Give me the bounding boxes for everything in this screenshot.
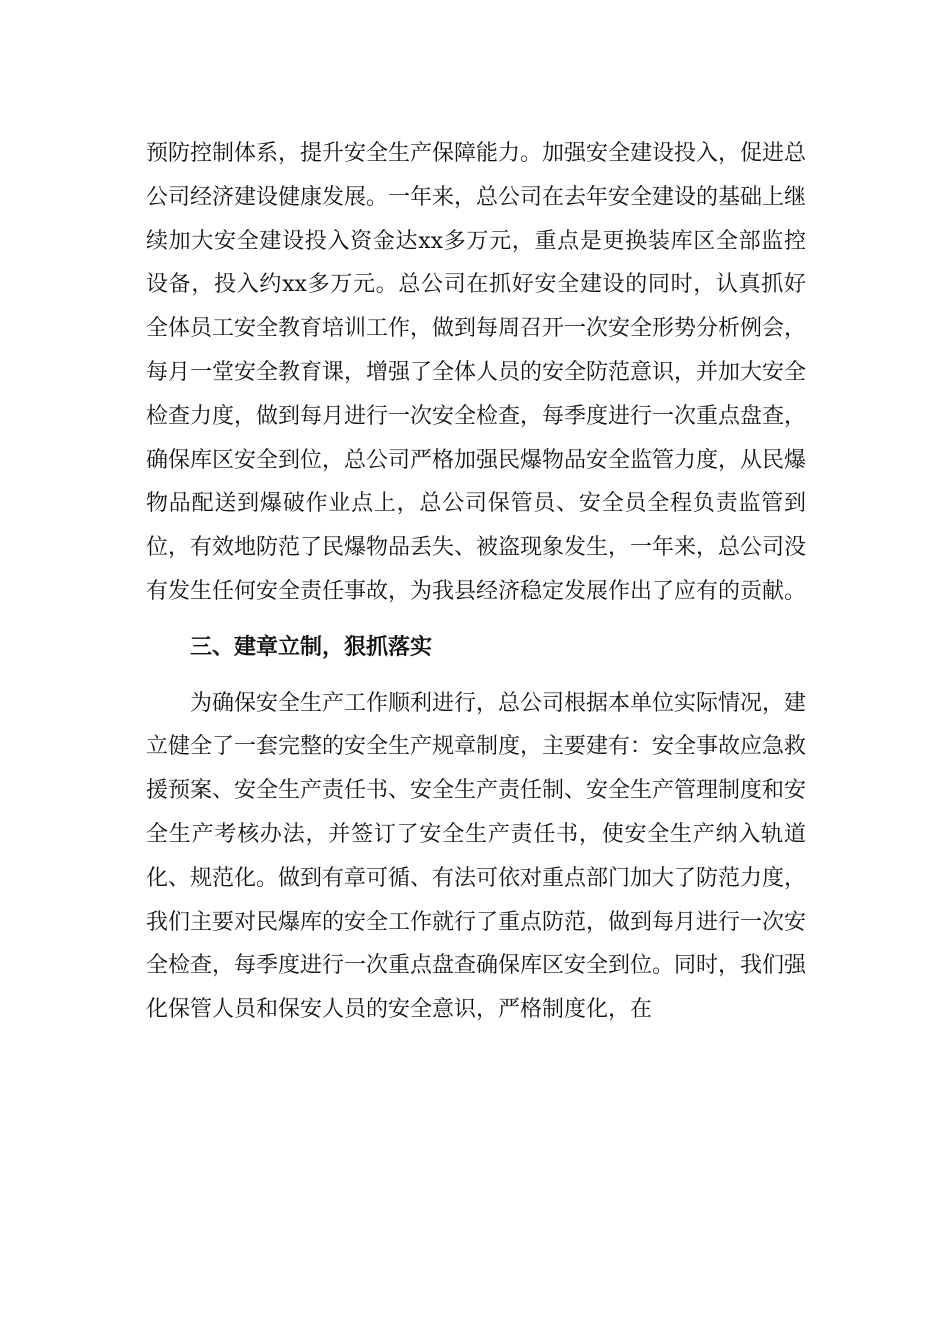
paragraph-safety-investment: 预防控制体系，提升安全生产保障能力。加强安全建设投入，促进总公司经济建设健康发展。一年来，总公司在去年安全建设的基础上继续加大安全建设投入资金达xx多万元，重点是更换装库区全部监控设备，投入约xx多万元。总公司在抓好安全建设的同时，认真抓好全体员工安全教育培训工作，做到每周召开一次安全形势分析例会，每月一堂安全教育课，增强了全体人员的安全防范意识，并加大安全检查力度，做到每月进行一次安全检查，每季度进行一次重点盘查，确保库区安全到位，总公司严格加强民爆物品安全监管力度，从民爆物品配送到爆破作业点上，总公司保管员、安全员全程负责监管到位，有效地防范了民爆物品丢失、被盗现象发生，一年来，总公司没有发生任何安全责任事故，为我县经济稳定发展作出了应有的贡献。 bbox=[146, 141, 807, 604]
section-heading-rules: 三、建章立制，狠抓落实 bbox=[190, 633, 433, 660]
paragraph-rules-system: 为确保安全生产工作顺利进行，总公司根据本单位实际情况，建立健全了一套完整的安全生产规章制度，主要建有：安全事故应急救援预案、安全生产责任书、安全生产责任制、安全生产管理制度和安全生产考核办法，并签订了安全生产责任书，使安全生产纳入轨道化、规范化。做到有章可循、有法可依对重点部门加大了防范力度，我们主要对民爆库的安全工作就行了重点防范，做到每月进行一次安全检查，每季度进行一次重点盘查确保库区安全到位。同时，我们强化保管人员和保安人员的安全意识，严格制度化，在 bbox=[146, 690, 807, 1023]
document-body bbox=[146, 132, 806, 1032]
